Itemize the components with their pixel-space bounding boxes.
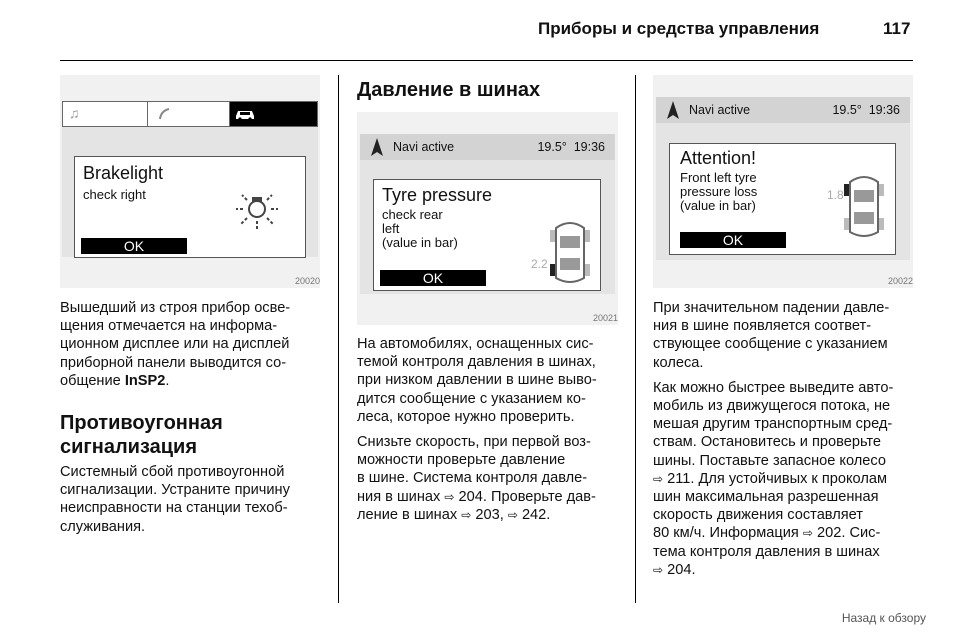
page-number: 117 <box>883 19 911 38</box>
ok-button: OK <box>680 232 786 248</box>
ok-button: OK <box>81 238 187 254</box>
text: . Сис- тема контроля давления в шинах <box>653 525 881 560</box>
display-screen <box>656 97 910 260</box>
display-screen <box>62 101 318 257</box>
header-rule <box>60 60 913 61</box>
navigation-arrow-icon <box>370 137 384 157</box>
col2-text <box>357 335 623 531</box>
figure-brakelight <box>60 75 320 288</box>
col3-text <box>653 299 923 586</box>
tab-bar <box>62 101 318 127</box>
message-line-3: (value in bar) <box>382 235 458 250</box>
message-title: Attention! <box>680 148 757 168</box>
page-reference[interactable]: 242 <box>521 506 547 523</box>
pressure-value: 1.8 <box>827 188 844 202</box>
paragraph-end: . <box>165 372 170 389</box>
pressure-value: 2.2 <box>531 257 548 271</box>
paragraph-text: Вышедший из строя прибор осве- щения отмечается на информа- ционном дисплее или на дисплей приборной панели выводится со- общение <box>60 300 291 389</box>
figure-number: 20022 <box>887 276 913 286</box>
tab-audio <box>63 102 148 126</box>
reference-arrow-icon: ⇨ <box>653 471 664 486</box>
figure-tyre-pressure <box>357 112 618 325</box>
message-panel <box>373 179 601 291</box>
message-line-1: Front left tyre <box>680 170 757 185</box>
status-bar <box>360 134 615 160</box>
figure-number: 20021 <box>592 313 618 323</box>
figure-number: 20020 <box>294 276 320 286</box>
text: Как можно быстрее выведите авто- мобиль из движущегося потока, не мешая другим транспортным сред- ствам. Остановитесь и проверьте шины. Поставьте запасное колесо <box>653 379 894 469</box>
message-line-3: (value in bar) <box>680 198 756 213</box>
paragraph <box>60 299 322 390</box>
message-panel <box>74 156 306 258</box>
navigation-arrow-icon <box>666 100 680 120</box>
reference-arrow-icon: ⇨ <box>461 507 472 522</box>
tab-phone <box>147 102 230 126</box>
navi-status: Navi active <box>393 140 455 154</box>
navi-status: Navi active <box>689 103 751 117</box>
message-title: Brakelight <box>83 163 164 183</box>
page-reference[interactable]: 204 <box>667 561 692 578</box>
message-line: check right <box>83 187 146 202</box>
back-to-overview-link[interactable]: Назад к обзору <box>841 611 926 625</box>
column-divider-1 <box>338 75 339 603</box>
tyre-paragraph-1: На автомобилях, оснащенных сис- темой контроля давления в шинах, при низком давлении в шине выво- дится сообщение с указанием ко- леса, которое нужно проверить. <box>357 336 597 425</box>
status-bar <box>656 97 910 123</box>
text: . Проверьте дав- ление в шинах <box>357 488 596 523</box>
temperature-time: 19.5° 19:36 <box>832 103 900 117</box>
message-line-2: left <box>382 221 400 236</box>
tyre-paragraph-2: Снизьте скорость, при первой воз- можности проверьте давление в шине. Система контроля давле- ния в шинах ⇨ 204. Проверьте дав- ление в шинах ⇨ 203, ⇨ 242. <box>357 434 596 523</box>
col1-text <box>60 299 322 390</box>
reference-arrow-icon: ⇨ <box>653 562 664 577</box>
section-heading-tyre-pressure: Давление в шинах <box>357 79 541 101</box>
section-heading-alarm: Противоугонная сигнализация <box>60 412 223 458</box>
alarm-paragraph: Системный сбой противоугонной сигнализации. Устраните причину неисправности на станции техоб- служивания. <box>60 464 290 535</box>
page-reference[interactable]: 204 <box>458 488 483 505</box>
reference-arrow-icon: ⇨ <box>507 507 518 522</box>
reference-arrow-icon: ⇨ <box>802 526 813 541</box>
car-top-view-icon <box>842 172 886 240</box>
figure-attention <box>653 75 913 288</box>
car-top-view-icon <box>548 218 592 286</box>
attention-paragraph-1: При значительном падении давле- ния в шине появляется соответ- ствующее сообщение с указанием колеса. <box>653 300 890 371</box>
text: Снизьте скорость, при первой воз- можности проверьте давление в шине. Система контроля давле- ния в шинах <box>357 434 591 505</box>
display-code: InSP2 <box>124 372 166 389</box>
message-line-1: check rear <box>382 207 443 222</box>
reference-arrow-icon: ⇨ <box>444 489 455 504</box>
car-icon <box>234 107 256 121</box>
text: . <box>691 561 696 578</box>
column-divider-2 <box>635 75 636 603</box>
music-icon: ♫ <box>69 105 80 121</box>
ok-button: OK <box>380 270 486 286</box>
attention-paragraph-2 <box>653 379 923 579</box>
page-reference[interactable]: 202 <box>817 525 842 542</box>
message-panel <box>669 143 896 255</box>
page-reference[interactable]: 203 <box>475 506 500 523</box>
temperature-time: 19.5° 19:36 <box>537 140 605 154</box>
text: . <box>546 506 551 523</box>
bulb-icon <box>233 185 281 233</box>
running-header-title: Приборы и средства управления <box>538 19 820 38</box>
message-line-2: pressure loss <box>680 184 758 199</box>
page-reference[interactable]: 211 <box>667 470 691 487</box>
tab-vehicle <box>230 102 317 126</box>
message-title: Tyre pressure <box>382 185 493 205</box>
text: . Для устойчивых к проколам шин максимальная разрешенная скорость движения составляет 80 км/ч. Информация <box>653 470 888 542</box>
phone-icon <box>157 106 173 122</box>
display-screen <box>360 134 615 294</box>
